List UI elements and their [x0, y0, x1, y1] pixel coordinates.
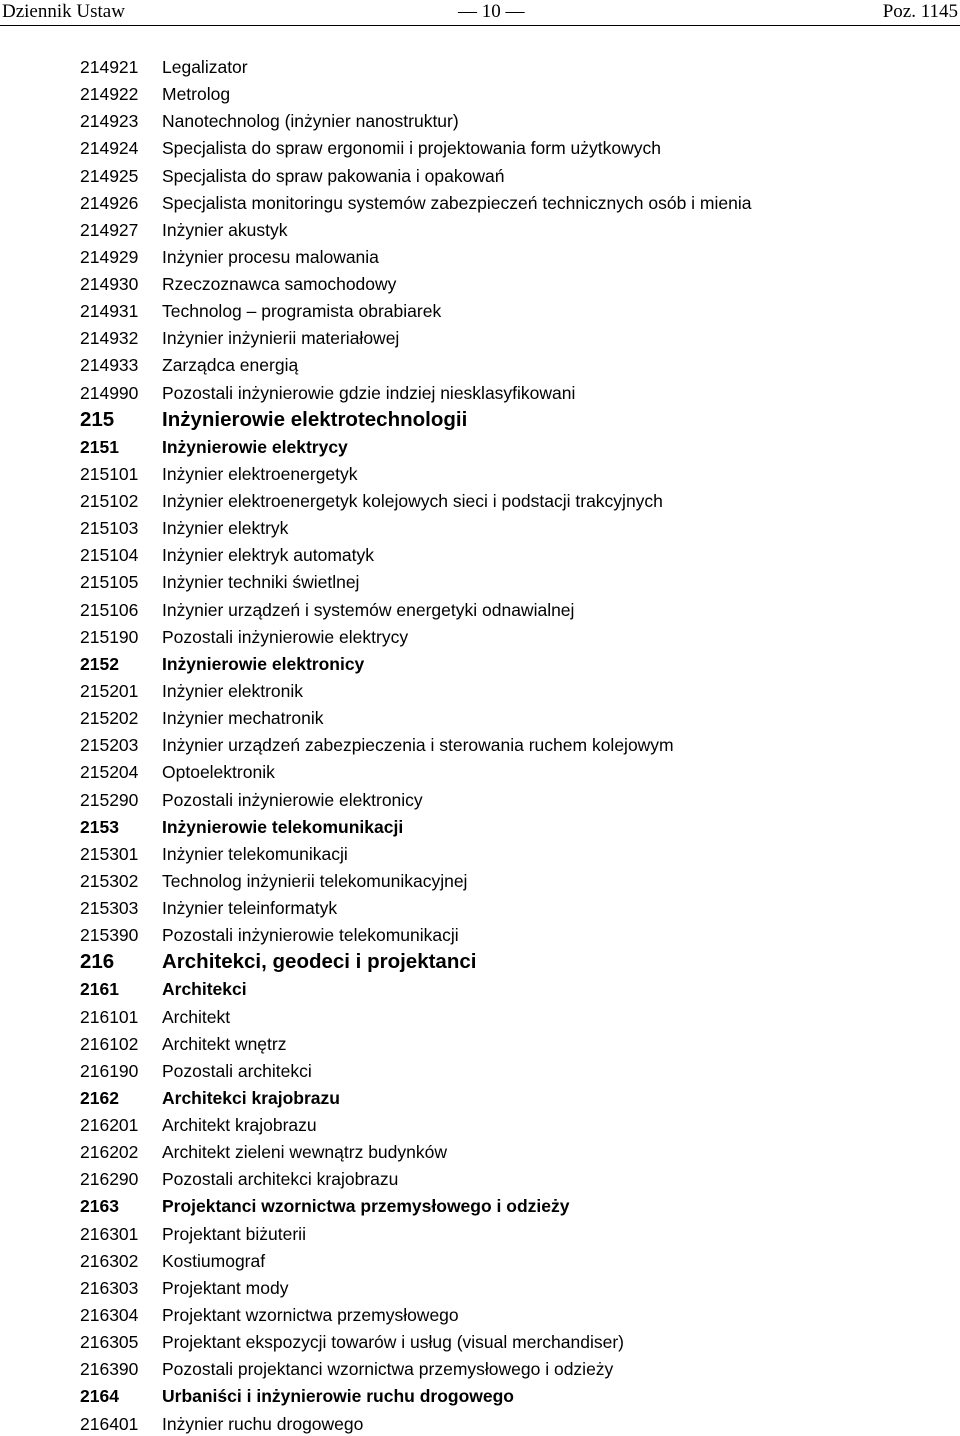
occupation-code: 2164: [80, 1386, 119, 1407]
occupation-code: 216390: [80, 1359, 139, 1380]
subgroup-heading: [0, 816, 960, 838]
occupation-name: Architekt: [162, 1006, 231, 1027]
occupation-row: [0, 1114, 960, 1136]
occupation-code: 215290: [80, 789, 139, 810]
occupation-row: [0, 1223, 960, 1245]
occupation-row: [0, 1033, 960, 1055]
occupation-name: Inżynierowie telekomunikacji: [162, 816, 404, 837]
occupation-name: Inżynier urządzeń i systemów energetyki odnawialnej: [162, 599, 575, 620]
subgroup-heading: [0, 436, 960, 458]
occupation-name: Projektant mody: [162, 1277, 289, 1298]
occupation-row: [0, 137, 960, 159]
occupation-name: Pozostali architekci: [162, 1060, 312, 1081]
occupation-name: Inżynier mechatronik: [162, 708, 324, 729]
occupation-code: 214923: [80, 111, 139, 132]
occupation-code: 216102: [80, 1033, 139, 1054]
occupation-name: Metrolog: [162, 84, 231, 105]
occupation-row: [0, 1250, 960, 1272]
occupation-row: [0, 870, 960, 892]
occupation-row: [0, 924, 960, 946]
occupation-code: 214930: [80, 274, 139, 295]
group-heading: [0, 408, 960, 432]
occupation-code: 216290: [80, 1169, 139, 1190]
occupation-code: 2151: [80, 436, 119, 457]
occupation-code: 215202: [80, 708, 139, 729]
occupation-row: [0, 382, 960, 404]
occupation-name: Pozostali projektanci wzornictwa przemysłowego i odzieży: [162, 1359, 614, 1380]
journal-title: Dziennik Ustaw: [2, 1, 125, 22]
occupation-row: [0, 1277, 960, 1299]
occupation-row: [0, 544, 960, 566]
occupation-code: 216202: [80, 1142, 139, 1163]
occupation-name: Pozostali inżynierowie telekomunikacji: [162, 925, 459, 946]
occupation-name: Pozostali inżynierowie elektrycy: [162, 626, 409, 647]
occupation-name: Inżynier elektryk: [162, 518, 289, 539]
occupation-row: [0, 490, 960, 512]
occupation-row: [0, 897, 960, 919]
occupation-name: Inżynier teleinformatyk: [162, 898, 338, 919]
occupation-row: [0, 219, 960, 241]
occupation-row: [0, 761, 960, 783]
occupation-name: Specjalista do spraw pakowania i opakowań: [162, 165, 505, 186]
occupation-name: Rzeczoznawca samochodowy: [162, 274, 397, 295]
occupation-name: Inżynier elektronik: [162, 680, 304, 701]
occupation-row: [0, 1006, 960, 1028]
occupation-name: Projektanci wzornictwa przemysłowego i odzieży: [162, 1196, 570, 1217]
occupation-code: 215204: [80, 762, 139, 783]
occupation-row: [0, 56, 960, 78]
page-number: — 10 —: [458, 1, 525, 22]
occupation-name: Inżynier elektryk automatyk: [162, 545, 375, 566]
occupation-code: 2162: [80, 1087, 119, 1108]
occupation-name: Technolog – programista obrabiarek: [162, 301, 442, 322]
occupation-name: Kostiumograf: [162, 1250, 266, 1271]
occupation-name: Projektant ekspozycji towarów i usług (visual merchandiser): [162, 1332, 624, 1353]
occupation-name: Architekci: [162, 979, 247, 1000]
occupation-name: Architekt wnętrz: [162, 1033, 287, 1054]
occupation-code: 214922: [80, 84, 139, 105]
occupation-code: 214921: [80, 57, 139, 77]
occupation-code: 216201: [80, 1115, 139, 1136]
occupation-name: Architekt zieleni wewnątrz budynków: [162, 1142, 447, 1163]
occupation-row: [0, 734, 960, 756]
occupation-row: [0, 626, 960, 648]
occupation-code: 216305: [80, 1332, 139, 1353]
subgroup-heading: [0, 653, 960, 675]
occupation-name: Pozostali inżynierowie elektronicy: [162, 789, 423, 810]
occupation-code: 214931: [80, 301, 139, 322]
occupation-row: [0, 1413, 960, 1435]
occupation-row: [0, 327, 960, 349]
occupation-code: 216: [80, 950, 115, 974]
occupation-name: Inżynier telekomunikacji: [162, 843, 348, 864]
occupation-name: Inżynierowie elektronicy: [162, 653, 365, 674]
occupation-code: 214926: [80, 192, 139, 213]
occupation-row: [0, 680, 960, 702]
occupation-name: Inżynier urządzeń zabezpieczenia i sterowania ruchem kolejowym: [162, 735, 674, 756]
occupation-code: 215201: [80, 680, 139, 701]
occupation-name: Inżynierowie elektrycy: [162, 436, 348, 457]
occupation-row: [0, 517, 960, 539]
occupation-row: [0, 273, 960, 295]
occupation-row: [0, 83, 960, 105]
occupation-name: Projektant biżuterii: [162, 1223, 306, 1244]
occupation-row: [0, 1168, 960, 1190]
occupation-name: Specjalista monitoringu systemów zabezpieczeń technicznych osób i mienia: [162, 192, 752, 213]
occupation-code: 215301: [80, 843, 139, 864]
occupation-name: Pozostali architekci krajobrazu: [162, 1169, 399, 1190]
occupation-name: Inżynier elektroenergetyk kolejowych sieci i podstacji trakcyjnych: [162, 491, 663, 512]
occupation-code: 215390: [80, 925, 139, 946]
occupation-code: 215101: [80, 463, 139, 484]
subgroup-heading: [0, 978, 960, 1000]
occupation-code: 214929: [80, 246, 139, 267]
occupation-code: 214932: [80, 328, 139, 349]
occupation-row: [0, 354, 960, 376]
occupation-row: [0, 165, 960, 187]
occupation-code: 2153: [80, 816, 119, 837]
subgroup-heading: [0, 1087, 960, 1109]
occupation-row: [0, 300, 960, 322]
occupation-name: Architekt krajobrazu: [162, 1115, 317, 1136]
occupation-row: [0, 843, 960, 865]
occupation-code: 215190: [80, 626, 139, 647]
occupation-code: 216401: [80, 1413, 139, 1434]
occupation-code: 215102: [80, 491, 139, 512]
occupation-name: Inżynier elektroenergetyk: [162, 463, 358, 484]
occupation-name: Inżynier inżynierii materiałowej: [162, 328, 400, 349]
occupation-name: Technolog inżynierii telekomunikacyjnej: [162, 870, 468, 891]
occupation-code: 215103: [80, 518, 139, 539]
occupation-name: Specjalista do spraw ergonomii i projektowania form użytkowych: [162, 138, 661, 159]
occupation-name: Projektant wzornictwa przemysłowego: [162, 1304, 459, 1325]
group-heading: [0, 950, 960, 974]
occupation-code: 216101: [80, 1006, 139, 1027]
occupation-code: 215303: [80, 898, 139, 919]
occupation-code: 2152: [80, 653, 119, 674]
occupation-name: Nanotechnolog (inżynier nanostruktur): [162, 111, 459, 132]
occupation-code: 2163: [80, 1196, 119, 1217]
occupation-name: Inżynier ruchu drogowego: [162, 1413, 364, 1434]
occupation-row: [0, 1358, 960, 1380]
occupation-name: Inżynier procesu malowania: [162, 246, 379, 267]
occupation-row: [0, 1141, 960, 1163]
occupation-row: [0, 192, 960, 214]
occupation-name: Architekci, geodeci i projektanci: [162, 950, 477, 974]
occupation-code: 215104: [80, 545, 139, 566]
occupation-code: 214925: [80, 165, 139, 186]
occupation-code: 216302: [80, 1250, 139, 1271]
occupation-code: 215302: [80, 870, 139, 891]
position-number: Poz. 1145: [882, 1, 958, 22]
occupation-row: [0, 1331, 960, 1353]
occupation-code: 214924: [80, 138, 139, 159]
occupation-code: 215105: [80, 572, 139, 593]
occupation-row: [0, 707, 960, 729]
occupation-code: 215: [80, 407, 115, 431]
occupation-row: [0, 110, 960, 132]
occupation-name: Zarządca energią: [162, 355, 299, 376]
occupation-row: [0, 789, 960, 811]
occupation-name: Legalizator: [162, 57, 248, 77]
occupation-row: [0, 246, 960, 268]
occupation-name: Optoelektronik: [162, 762, 275, 783]
occupation-row: [0, 463, 960, 485]
occupation-name: Inżynier techniki świetlnej: [162, 572, 360, 593]
occupation-code: 214927: [80, 219, 139, 240]
occupation-code: 216301: [80, 1223, 139, 1244]
subgroup-heading: [0, 1195, 960, 1217]
occupation-code: 215203: [80, 735, 139, 756]
occupation-code: 216190: [80, 1060, 139, 1081]
occupation-code: 216304: [80, 1304, 139, 1325]
occupation-name: Inżynierowie elektrotechnologii: [162, 407, 468, 431]
occupation-row: [0, 599, 960, 621]
occupation-name: Pozostali inżynierowie gdzie indziej niesklasyfikowani: [162, 382, 576, 403]
occupation-code: 2161: [80, 979, 119, 1000]
occupation-row: [0, 1060, 960, 1082]
occupation-name: Inżynier akustyk: [162, 219, 288, 240]
subgroup-heading: [0, 1385, 960, 1407]
occupation-code: 216303: [80, 1277, 139, 1298]
occupation-code: 214933: [80, 355, 139, 376]
occupation-code: 214990: [80, 382, 139, 403]
occupation-code: 215106: [80, 599, 139, 620]
occupation-name: Urbaniści i inżynierowie ruchu drogowego: [162, 1386, 514, 1407]
occupation-name: Architekci krajobrazu: [162, 1087, 340, 1108]
occupation-row: [0, 571, 960, 593]
occupation-row: [0, 1304, 960, 1326]
